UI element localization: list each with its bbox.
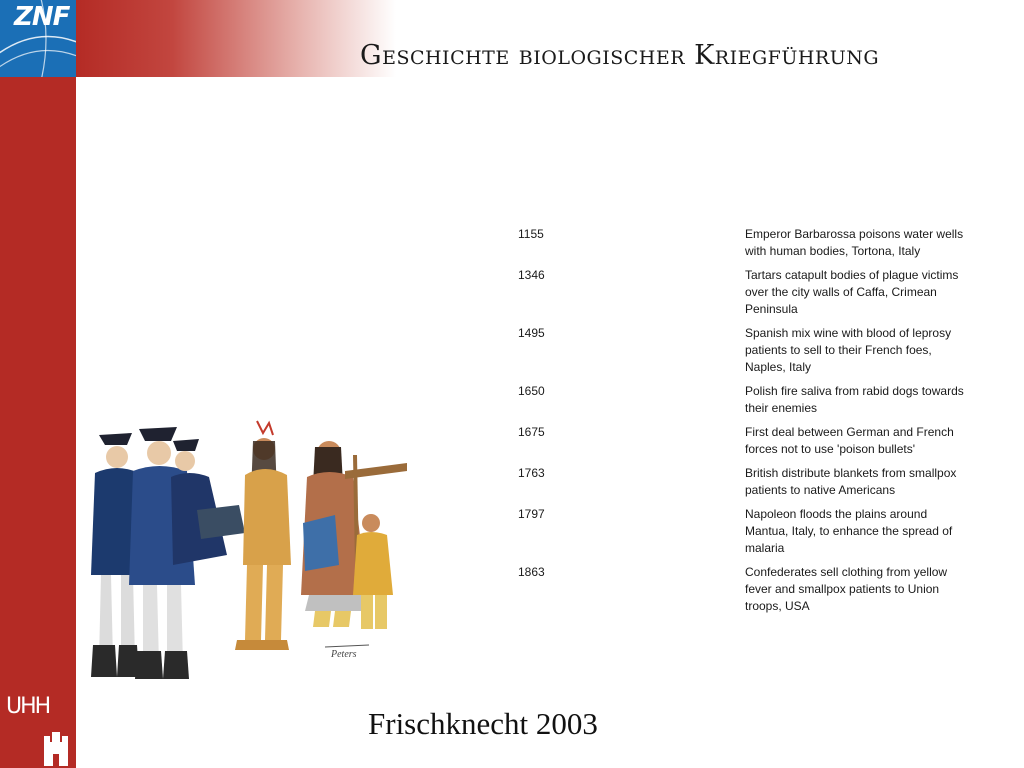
znf-logo <box>0 0 76 77</box>
timeline-event: Napoleon floods the plains around Mantua, Italy, to enhance the spread of malaria <box>744 507 953 555</box>
slide-title <box>360 40 990 71</box>
left-red-sidebar <box>0 0 76 768</box>
signature-text: Peters <box>331 649 357 660</box>
slide-title-text: Geschichte biologischer Kriegführung <box>360 40 880 71</box>
native-figures-group <box>235 421 407 650</box>
timeline-year: 1495 <box>518 326 545 340</box>
uhh-logo: UHH <box>6 694 50 719</box>
timeline-row <box>510 461 972 502</box>
citation: Frischknecht 2003 <box>368 706 598 741</box>
timeline-event: First deal between German and French forces not to use 'poison bullets' <box>744 425 954 456</box>
timeline-event: Emperor Barbarossa poisons water wells with human bodies, Tortona, Italy <box>744 227 964 258</box>
timeline-table <box>510 222 972 618</box>
historical-illustration <box>77 415 412 685</box>
znf-logo-text: ZNF <box>14 2 70 32</box>
timeline-year: 1650 <box>518 384 545 398</box>
timeline-row <box>510 560 972 618</box>
timeline-year: 1797 <box>518 507 545 521</box>
timeline-row <box>510 420 972 461</box>
timeline-row <box>510 222 972 263</box>
officers-group <box>91 427 245 679</box>
timeline-row <box>510 379 972 420</box>
timeline-row <box>510 502 972 560</box>
timeline-row <box>510 263 972 321</box>
header-gradient <box>76 0 396 77</box>
timeline-event: Tartars catapult bodies of plague victims over the city walls of Caffa, Crimean Peninsula <box>744 268 959 316</box>
timeline-event: British distribute blankets from smallpox patients to native Americans <box>744 466 957 497</box>
timeline-year: 1346 <box>518 268 545 282</box>
timeline-event: Confederates sell clothing from yellow fever and smallpox patients to Union troops, USA <box>744 565 948 613</box>
timeline-year: 1863 <box>518 565 545 579</box>
timeline-year: 1155 <box>518 227 544 241</box>
timeline-event: Spanish mix wine with blood of leprosy patients to sell to their French foes, Naples, Italy <box>744 326 952 374</box>
timeline-event: Polish fire saliva from rabid dogs towards their enemies <box>744 384 964 415</box>
hamburg-castle-icon <box>40 728 72 766</box>
timeline-row <box>510 321 972 379</box>
timeline-year: 1763 <box>518 466 545 480</box>
artist-signature <box>325 645 369 660</box>
timeline-year: 1675 <box>518 425 545 439</box>
